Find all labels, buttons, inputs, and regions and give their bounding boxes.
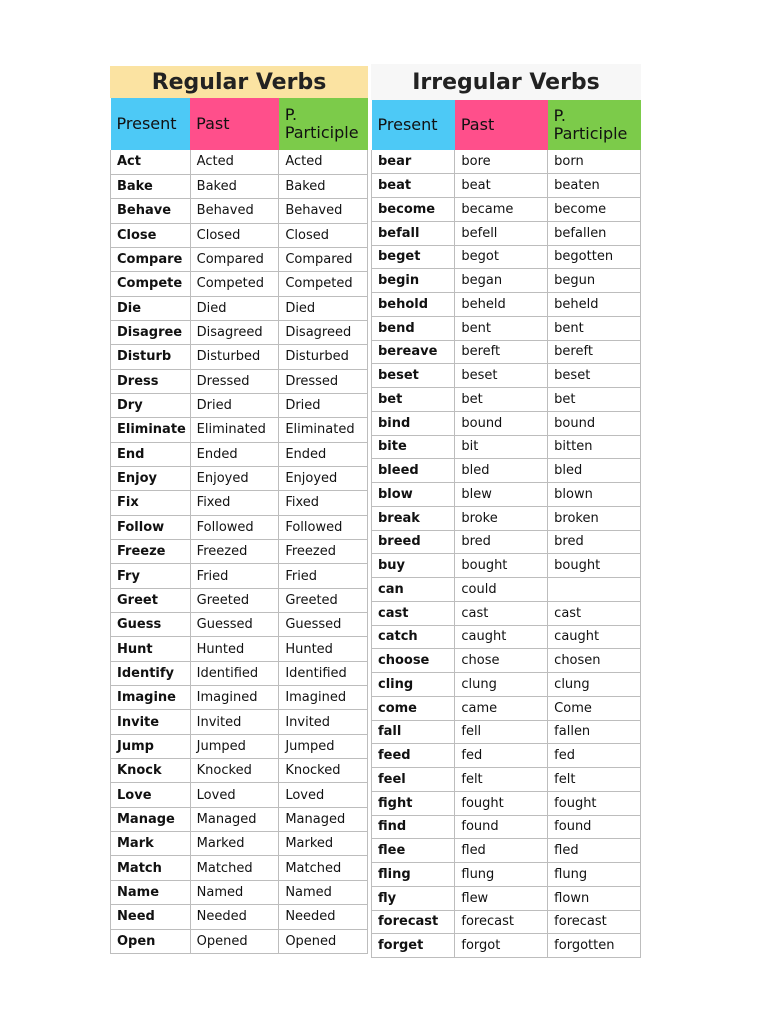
verb-row bbox=[111, 929, 368, 953]
past-participle-cell: Competed bbox=[279, 272, 368, 296]
present-cell: Freeze bbox=[111, 540, 191, 564]
present-cell: flee bbox=[372, 839, 455, 863]
past-cell: blew bbox=[455, 483, 548, 507]
past-participle-cell: beaten bbox=[548, 174, 641, 198]
past-participle-cell: bled bbox=[548, 459, 641, 483]
past-participle-cell: forgotten bbox=[548, 934, 641, 958]
present-cell: Need bbox=[111, 905, 191, 929]
past-participle-cell: broken bbox=[548, 506, 641, 530]
past-participle-cell: felt bbox=[548, 768, 641, 792]
verb-row bbox=[111, 613, 368, 637]
present-cell: Eliminate bbox=[111, 418, 191, 442]
present-cell: Love bbox=[111, 783, 191, 807]
verb-row bbox=[111, 540, 368, 564]
past-participle-cell: chosen bbox=[548, 649, 641, 673]
present-cell: blow bbox=[372, 483, 455, 507]
past-participle-cell: Disagreed bbox=[279, 320, 368, 344]
past-cell: Disagreed bbox=[190, 320, 279, 344]
past-cell: bereft bbox=[455, 340, 548, 364]
present-cell: bleed bbox=[372, 459, 455, 483]
past-cell: Jumped bbox=[190, 734, 279, 758]
verb-row bbox=[372, 483, 641, 507]
present-cell: Disturb bbox=[111, 345, 191, 369]
present-cell: behold bbox=[372, 293, 455, 317]
verb-row bbox=[111, 588, 368, 612]
past-cell: Fried bbox=[190, 564, 279, 588]
past-participle-cell: bet bbox=[548, 388, 641, 412]
present-cell: become bbox=[372, 198, 455, 222]
present-cell: Guess bbox=[111, 613, 191, 637]
present-cell: forecast bbox=[372, 910, 455, 934]
present-cell: Dress bbox=[111, 369, 191, 393]
past-participle-cell: bitten bbox=[548, 435, 641, 459]
verb-row bbox=[111, 880, 368, 904]
past-cell: Imagined bbox=[190, 686, 279, 710]
past-participle-cell: forecast bbox=[548, 910, 641, 934]
past-cell: Eliminated bbox=[190, 418, 279, 442]
past-cell: fell bbox=[455, 720, 548, 744]
verb-row bbox=[372, 364, 641, 388]
present-cell: Greet bbox=[111, 588, 191, 612]
past-participle-cell: Loved bbox=[279, 783, 368, 807]
verb-row bbox=[111, 807, 368, 831]
past-cell: cast bbox=[455, 601, 548, 625]
past-participle-cell: Baked bbox=[279, 174, 368, 198]
verb-row bbox=[111, 223, 368, 247]
present-cell: cling bbox=[372, 673, 455, 697]
past-participle-cell: Dressed bbox=[279, 369, 368, 393]
present-cell: Follow bbox=[111, 515, 191, 539]
verb-row bbox=[372, 530, 641, 554]
past-cell: begot bbox=[455, 245, 548, 269]
present-cell: bend bbox=[372, 316, 455, 340]
header-present: Present bbox=[372, 100, 455, 150]
present-cell: Close bbox=[111, 223, 191, 247]
past-participle-cell: begotten bbox=[548, 245, 641, 269]
past-cell: Baked bbox=[190, 174, 279, 198]
past-participle-cell: Come bbox=[548, 696, 641, 720]
past-cell: bent bbox=[455, 316, 548, 340]
verb-row bbox=[372, 696, 641, 720]
verb-row bbox=[372, 340, 641, 364]
past-participle-cell bbox=[548, 578, 641, 602]
past-cell: Managed bbox=[190, 807, 279, 831]
past-cell: Freezed bbox=[190, 540, 279, 564]
present-cell: Name bbox=[111, 880, 191, 904]
verb-row bbox=[372, 815, 641, 839]
verb-row bbox=[372, 934, 641, 958]
verb-row bbox=[372, 673, 641, 697]
present-cell: bind bbox=[372, 411, 455, 435]
verb-row bbox=[372, 744, 641, 768]
past-cell: Loved bbox=[190, 783, 279, 807]
verb-row bbox=[111, 199, 368, 223]
verb-row bbox=[111, 369, 368, 393]
present-cell: can bbox=[372, 578, 455, 602]
past-participle-cell: Imagined bbox=[279, 686, 368, 710]
past-participle-cell: fled bbox=[548, 839, 641, 863]
header-past: Past bbox=[190, 98, 279, 150]
verb-row bbox=[372, 910, 641, 934]
present-cell: End bbox=[111, 442, 191, 466]
past-participle-cell: Compared bbox=[279, 247, 368, 271]
past-cell: befell bbox=[455, 221, 548, 245]
past-cell: Knocked bbox=[190, 759, 279, 783]
past-participle-cell: Disturbed bbox=[279, 345, 368, 369]
present-cell: choose bbox=[372, 649, 455, 673]
verb-row bbox=[372, 720, 641, 744]
verb-row bbox=[111, 734, 368, 758]
present-cell: beset bbox=[372, 364, 455, 388]
past-cell: bore bbox=[455, 150, 548, 174]
verb-row bbox=[111, 272, 368, 296]
past-cell: found bbox=[455, 815, 548, 839]
regular-verbs-table bbox=[110, 98, 368, 954]
past-cell: bred bbox=[455, 530, 548, 554]
present-cell: cast bbox=[372, 601, 455, 625]
verb-row bbox=[372, 411, 641, 435]
verb-row bbox=[111, 515, 368, 539]
regular-verbs-body bbox=[111, 150, 368, 953]
past-cell: Greeted bbox=[190, 588, 279, 612]
verb-row bbox=[372, 601, 641, 625]
verb-row bbox=[372, 578, 641, 602]
present-cell: Manage bbox=[111, 807, 191, 831]
past-cell: Compared bbox=[190, 247, 279, 271]
past-cell: Hunted bbox=[190, 637, 279, 661]
past-participle-cell: beheld bbox=[548, 293, 641, 317]
present-cell: beat bbox=[372, 174, 455, 198]
past-participle-cell: Freezed bbox=[279, 540, 368, 564]
verb-row bbox=[111, 393, 368, 417]
past-participle-cell: Died bbox=[279, 296, 368, 320]
past-participle-cell: Jumped bbox=[279, 734, 368, 758]
past-cell: beheld bbox=[455, 293, 548, 317]
past-participle-cell: Fixed bbox=[279, 491, 368, 515]
past-participle-cell: caught bbox=[548, 625, 641, 649]
present-cell: fight bbox=[372, 791, 455, 815]
verb-row bbox=[372, 459, 641, 483]
past-cell: clung bbox=[455, 673, 548, 697]
present-cell: Compare bbox=[111, 247, 191, 271]
present-cell: fall bbox=[372, 720, 455, 744]
past-participle-cell: Marked bbox=[279, 832, 368, 856]
verb-row bbox=[372, 221, 641, 245]
verb-row bbox=[372, 625, 641, 649]
verb-row bbox=[372, 791, 641, 815]
verb-row bbox=[111, 345, 368, 369]
verb-row bbox=[372, 435, 641, 459]
verb-row bbox=[111, 564, 368, 588]
verb-row bbox=[111, 150, 368, 174]
present-cell: Open bbox=[111, 929, 191, 953]
past-participle-cell: fallen bbox=[548, 720, 641, 744]
verb-row bbox=[111, 466, 368, 490]
past-participle-cell: Fried bbox=[279, 564, 368, 588]
past-cell: began bbox=[455, 269, 548, 293]
present-cell: bereave bbox=[372, 340, 455, 364]
past-cell: came bbox=[455, 696, 548, 720]
verb-row bbox=[111, 832, 368, 856]
past-participle-cell: befallen bbox=[548, 221, 641, 245]
verb-row bbox=[111, 759, 368, 783]
past-cell: Enjoyed bbox=[190, 466, 279, 490]
regular-verbs-panel bbox=[110, 66, 368, 954]
verb-row bbox=[372, 316, 641, 340]
verb-row bbox=[111, 686, 368, 710]
past-participle-cell: bred bbox=[548, 530, 641, 554]
present-cell: catch bbox=[372, 625, 455, 649]
past-cell: bound bbox=[455, 411, 548, 435]
present-cell: Hunt bbox=[111, 637, 191, 661]
past-participle-cell: bent bbox=[548, 316, 641, 340]
present-cell: forget bbox=[372, 934, 455, 958]
past-cell: flung bbox=[455, 863, 548, 887]
verb-row bbox=[111, 661, 368, 685]
present-cell: Die bbox=[111, 296, 191, 320]
present-cell: Behave bbox=[111, 199, 191, 223]
regular-header-row bbox=[111, 98, 368, 150]
verb-row bbox=[372, 388, 641, 412]
present-cell: bear bbox=[372, 150, 455, 174]
past-cell: Ended bbox=[190, 442, 279, 466]
past-cell: chose bbox=[455, 649, 548, 673]
past-participle-cell: Enjoyed bbox=[279, 466, 368, 490]
verb-row bbox=[111, 905, 368, 929]
present-cell: Invite bbox=[111, 710, 191, 734]
past-cell: beat bbox=[455, 174, 548, 198]
past-participle-cell: bereft bbox=[548, 340, 641, 364]
verb-row bbox=[372, 886, 641, 910]
header-present: Present bbox=[111, 98, 191, 150]
verb-row bbox=[372, 506, 641, 530]
past-participle-cell: begun bbox=[548, 269, 641, 293]
past-cell: Fixed bbox=[190, 491, 279, 515]
present-cell: break bbox=[372, 506, 455, 530]
past-cell: Died bbox=[190, 296, 279, 320]
past-participle-cell: Ended bbox=[279, 442, 368, 466]
past-cell: became bbox=[455, 198, 548, 222]
past-cell: Named bbox=[190, 880, 279, 904]
past-participle-cell: Guessed bbox=[279, 613, 368, 637]
present-cell: find bbox=[372, 815, 455, 839]
present-cell: Fry bbox=[111, 564, 191, 588]
present-cell: bet bbox=[372, 388, 455, 412]
verb-row bbox=[372, 768, 641, 792]
verb-row bbox=[372, 245, 641, 269]
past-cell: forgot bbox=[455, 934, 548, 958]
present-cell: feed bbox=[372, 744, 455, 768]
past-cell: caught bbox=[455, 625, 548, 649]
past-cell: Disturbed bbox=[190, 345, 279, 369]
present-cell: feel bbox=[372, 768, 455, 792]
present-cell: Knock bbox=[111, 759, 191, 783]
present-cell: begin bbox=[372, 269, 455, 293]
past-participle-cell: Knocked bbox=[279, 759, 368, 783]
verb-row bbox=[111, 491, 368, 515]
past-cell: Followed bbox=[190, 515, 279, 539]
present-cell: fly bbox=[372, 886, 455, 910]
past-cell: felt bbox=[455, 768, 548, 792]
verb-row bbox=[111, 710, 368, 734]
past-participle-cell: fought bbox=[548, 791, 641, 815]
verb-row bbox=[372, 293, 641, 317]
verb-row bbox=[111, 174, 368, 198]
present-cell: Dry bbox=[111, 393, 191, 417]
verb-row bbox=[111, 247, 368, 271]
past-cell: forecast bbox=[455, 910, 548, 934]
past-participle-cell: Closed bbox=[279, 223, 368, 247]
past-cell: Behaved bbox=[190, 199, 279, 223]
present-cell: befall bbox=[372, 221, 455, 245]
irregular-verbs-table bbox=[371, 100, 641, 958]
past-participle-cell: Opened bbox=[279, 929, 368, 953]
past-participle-cell: flung bbox=[548, 863, 641, 887]
past-participle-cell: beset bbox=[548, 364, 641, 388]
header-past-participle: P. Participle bbox=[548, 100, 641, 150]
verb-row bbox=[372, 863, 641, 887]
irregular-verbs-body bbox=[372, 150, 641, 958]
present-cell: breed bbox=[372, 530, 455, 554]
past-participle-cell: Followed bbox=[279, 515, 368, 539]
past-participle-cell: Eliminated bbox=[279, 418, 368, 442]
present-cell: Match bbox=[111, 856, 191, 880]
past-participle-cell: bought bbox=[548, 554, 641, 578]
present-cell: beget bbox=[372, 245, 455, 269]
past-cell: bled bbox=[455, 459, 548, 483]
verb-row bbox=[111, 783, 368, 807]
verb-row bbox=[111, 442, 368, 466]
past-cell: Matched bbox=[190, 856, 279, 880]
verb-row bbox=[111, 418, 368, 442]
past-participle-cell: Dried bbox=[279, 393, 368, 417]
irregular-verbs-title: Irregular Verbs bbox=[371, 64, 641, 100]
present-cell: Identify bbox=[111, 661, 191, 685]
past-participle-cell: born bbox=[548, 150, 641, 174]
past-participle-cell: blown bbox=[548, 483, 641, 507]
verb-row bbox=[372, 198, 641, 222]
present-cell: Bake bbox=[111, 174, 191, 198]
past-cell: could bbox=[455, 578, 548, 602]
past-participle-cell: found bbox=[548, 815, 641, 839]
past-cell: Opened bbox=[190, 929, 279, 953]
past-participle-cell: flown bbox=[548, 886, 641, 910]
verb-row bbox=[372, 174, 641, 198]
present-cell: fling bbox=[372, 863, 455, 887]
past-cell: Marked bbox=[190, 832, 279, 856]
verb-row bbox=[372, 554, 641, 578]
present-cell: bite bbox=[372, 435, 455, 459]
header-past: Past bbox=[455, 100, 548, 150]
past-cell: bit bbox=[455, 435, 548, 459]
past-cell: broke bbox=[455, 506, 548, 530]
regular-verbs-title: Regular Verbs bbox=[110, 66, 368, 98]
past-cell: fed bbox=[455, 744, 548, 768]
past-cell: Acted bbox=[190, 150, 279, 174]
past-cell: fought bbox=[455, 791, 548, 815]
past-participle-cell: Acted bbox=[279, 150, 368, 174]
past-cell: bet bbox=[455, 388, 548, 412]
verb-row bbox=[372, 839, 641, 863]
past-participle-cell: Managed bbox=[279, 807, 368, 831]
past-cell: Guessed bbox=[190, 613, 279, 637]
past-participle-cell: Greeted bbox=[279, 588, 368, 612]
verb-row bbox=[111, 856, 368, 880]
past-cell: Dried bbox=[190, 393, 279, 417]
past-participle-cell: cast bbox=[548, 601, 641, 625]
present-cell: Jump bbox=[111, 734, 191, 758]
present-cell: buy bbox=[372, 554, 455, 578]
irregular-header-row bbox=[372, 100, 641, 150]
past-cell: Closed bbox=[190, 223, 279, 247]
irregular-verbs-panel bbox=[371, 64, 641, 958]
present-cell: Compete bbox=[111, 272, 191, 296]
past-participle-cell: fed bbox=[548, 744, 641, 768]
past-cell: flew bbox=[455, 886, 548, 910]
past-participle-cell: Hunted bbox=[279, 637, 368, 661]
verb-row bbox=[111, 320, 368, 344]
past-cell: beset bbox=[455, 364, 548, 388]
past-cell: Dressed bbox=[190, 369, 279, 393]
present-cell: Fix bbox=[111, 491, 191, 515]
past-cell: bought bbox=[455, 554, 548, 578]
past-participle-cell: become bbox=[548, 198, 641, 222]
present-cell: Imagine bbox=[111, 686, 191, 710]
present-cell: Enjoy bbox=[111, 466, 191, 490]
past-cell: Identified bbox=[190, 661, 279, 685]
past-participle-cell: Behaved bbox=[279, 199, 368, 223]
present-cell: Mark bbox=[111, 832, 191, 856]
past-cell: Needed bbox=[190, 905, 279, 929]
past-cell: Invited bbox=[190, 710, 279, 734]
past-participle-cell: Named bbox=[279, 880, 368, 904]
present-cell: Disagree bbox=[111, 320, 191, 344]
past-participle-cell: Matched bbox=[279, 856, 368, 880]
past-participle-cell: Identified bbox=[279, 661, 368, 685]
present-cell: Act bbox=[111, 150, 191, 174]
verb-row bbox=[111, 637, 368, 661]
past-participle-cell: bound bbox=[548, 411, 641, 435]
verb-row bbox=[111, 296, 368, 320]
present-cell: come bbox=[372, 696, 455, 720]
verb-row bbox=[372, 150, 641, 174]
header-past-participle: P. Participle bbox=[279, 98, 368, 150]
past-cell: fled bbox=[455, 839, 548, 863]
verb-row bbox=[372, 649, 641, 673]
past-cell: Competed bbox=[190, 272, 279, 296]
past-participle-cell: Needed bbox=[279, 905, 368, 929]
past-participle-cell: Invited bbox=[279, 710, 368, 734]
verb-row bbox=[372, 269, 641, 293]
past-participle-cell: clung bbox=[548, 673, 641, 697]
